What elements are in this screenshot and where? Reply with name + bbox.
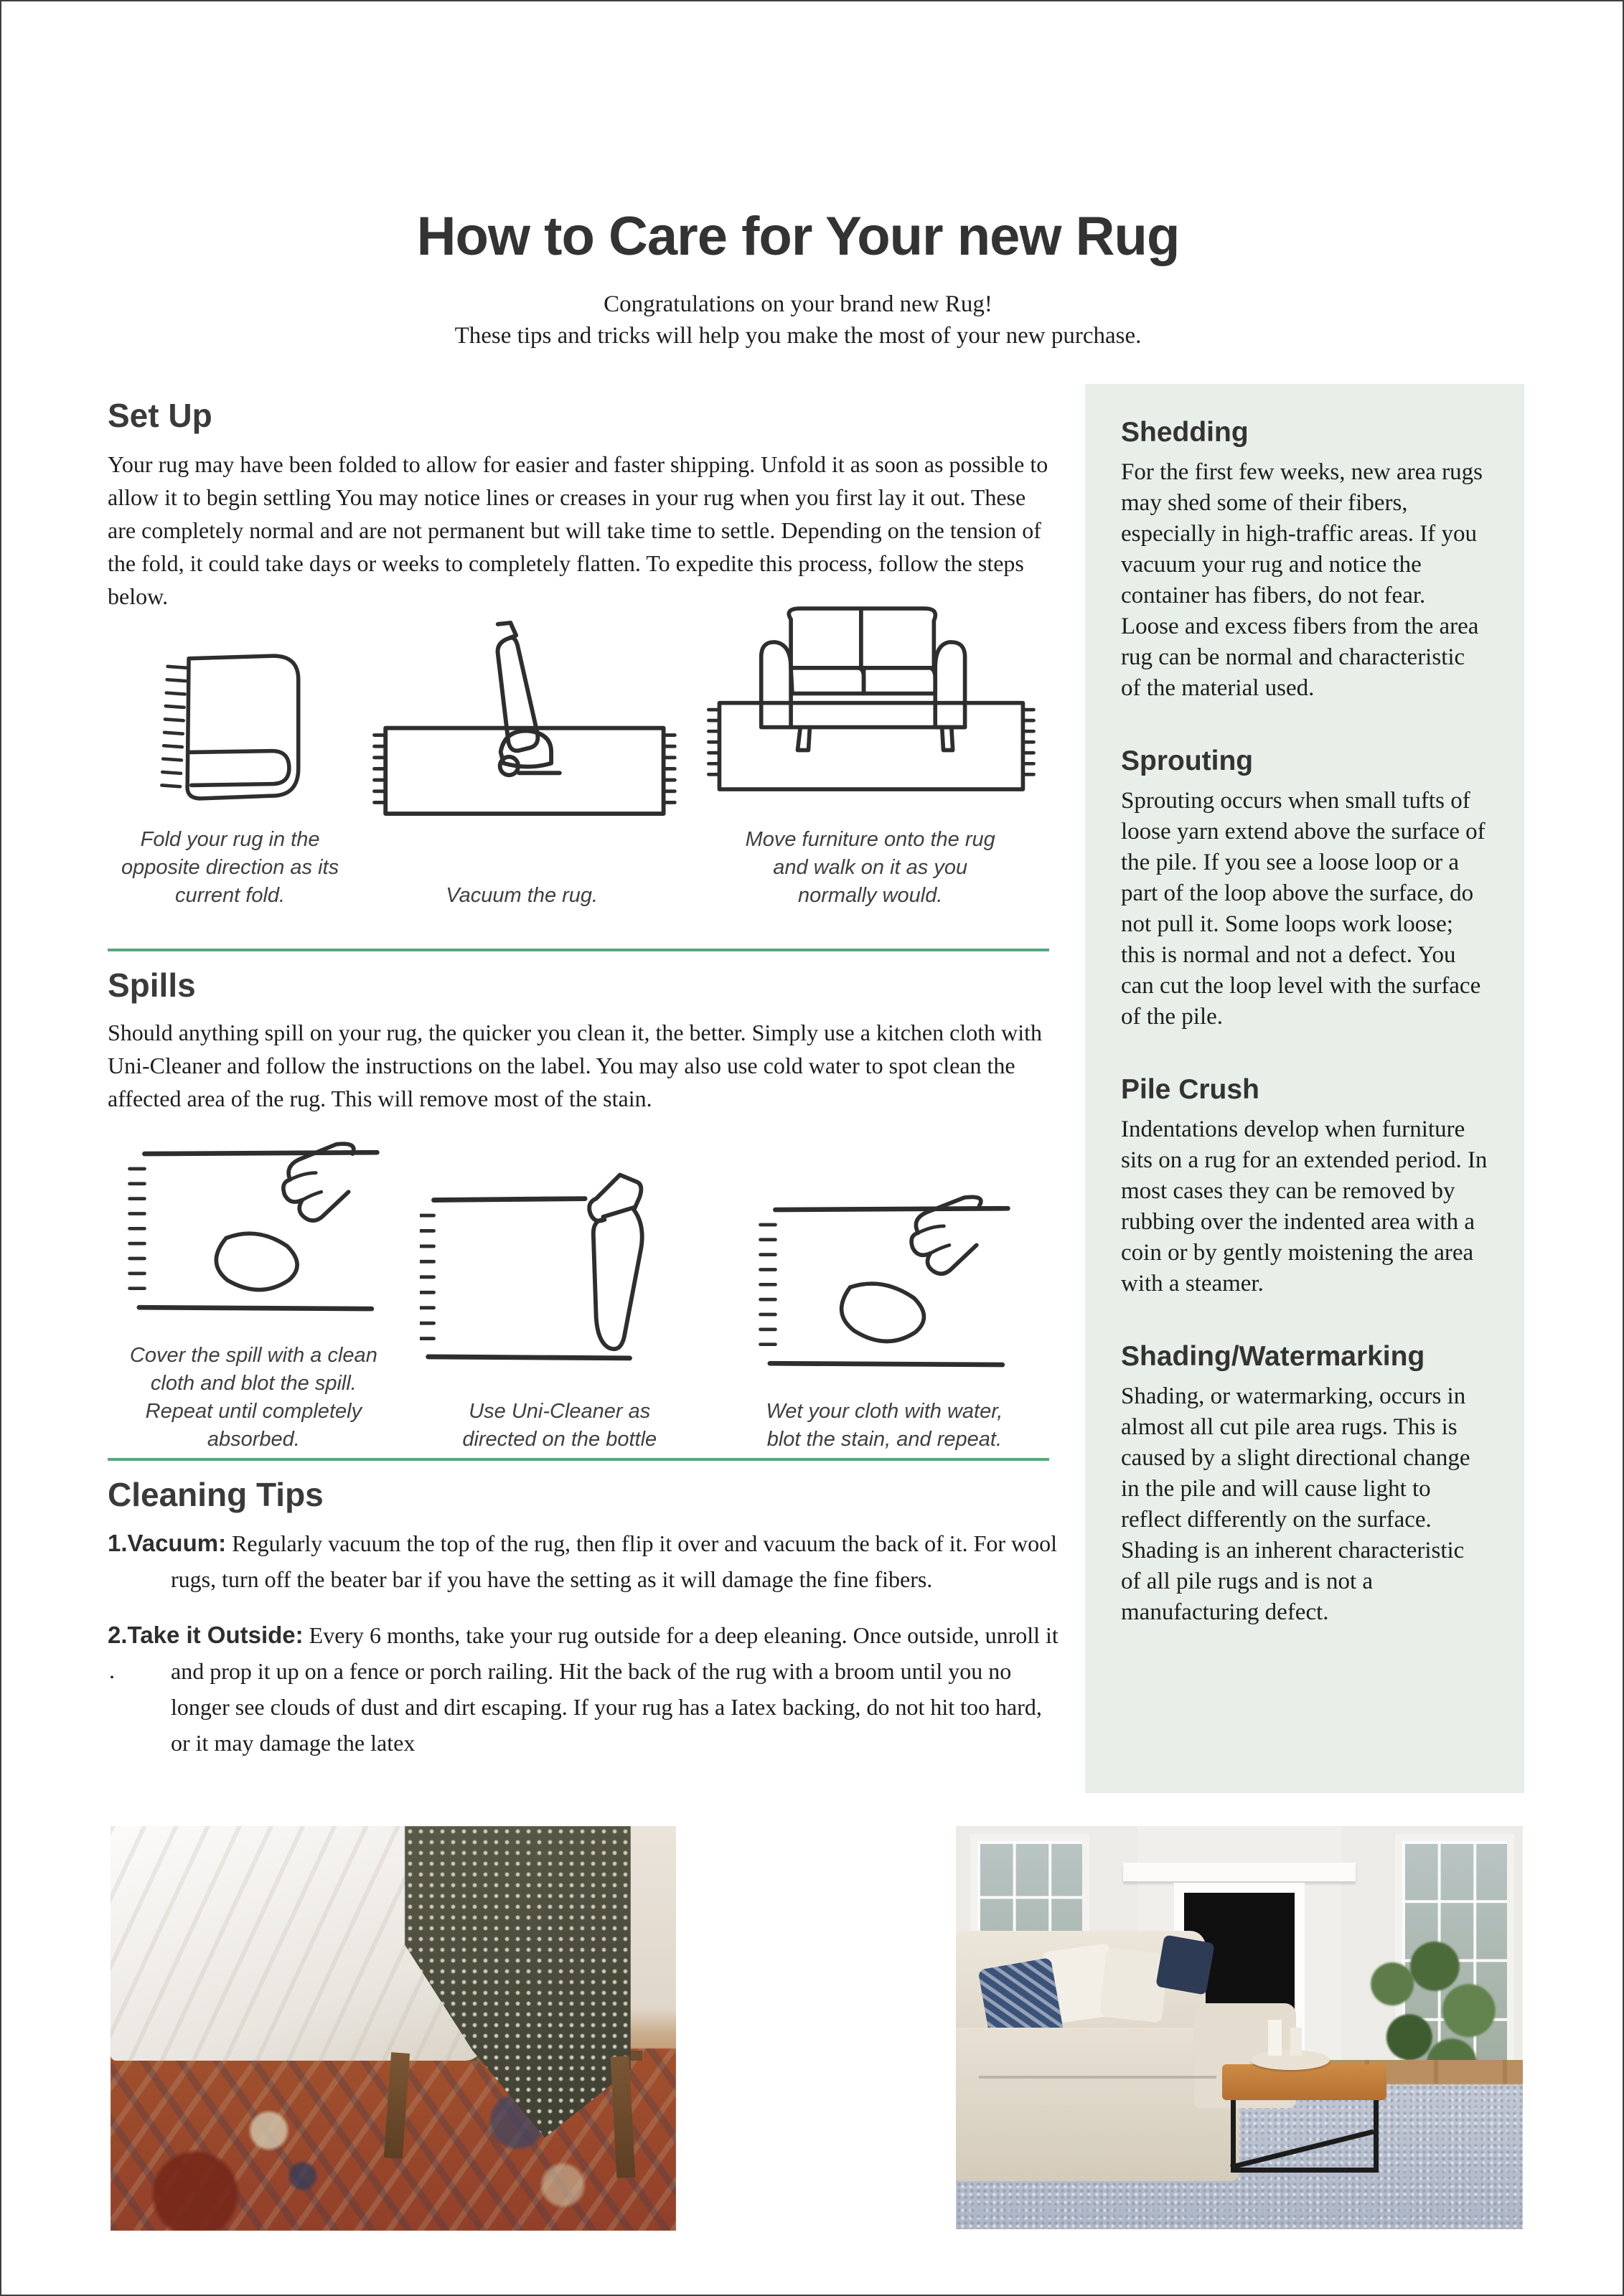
stray-mark: . bbox=[109, 1657, 115, 1683]
cleaning-tip-item bbox=[108, 1525, 1062, 1597]
candle-art bbox=[1268, 2020, 1282, 2056]
coffee-table-art bbox=[1222, 2064, 1386, 2101]
tip-number: 1. bbox=[108, 1530, 128, 1556]
section-divider bbox=[108, 949, 1049, 951]
spills-steps-row bbox=[108, 1172, 1049, 1454]
spills-step-caption: Wet your cloth with water, blot the stain, and repeat. bbox=[766, 1400, 1003, 1451]
setup-step-vacuum bbox=[352, 608, 691, 910]
setup-heading: Set Up bbox=[108, 397, 212, 434]
blot-cloth-icon bbox=[124, 1129, 382, 1323]
candle-art bbox=[1290, 2028, 1302, 2056]
setup-step-fold bbox=[108, 608, 352, 910]
sidebar-heading-shading: Shading/Watermarking bbox=[1121, 1341, 1425, 1372]
setup-step-caption: Fold your rug in the opposite direction as its current fold. bbox=[121, 828, 339, 907]
sidebar-panel bbox=[1085, 384, 1524, 1793]
pillow-art bbox=[1156, 1935, 1216, 1995]
setup-step-furniture bbox=[691, 608, 1049, 910]
mantel-art bbox=[1123, 1863, 1356, 1881]
cleaning-tip-item bbox=[108, 1617, 1062, 1761]
page-title: How to Care for Your new Rug bbox=[416, 206, 1180, 267]
spills-step-spray bbox=[400, 1172, 720, 1454]
setup-step-caption: Vacuum the rug. bbox=[446, 884, 599, 907]
setup-step-caption: Move furniture onto the rug and walk on it as you normally would. bbox=[745, 828, 995, 907]
folded-rug-icon bbox=[148, 639, 313, 807]
wet-cloth-icon bbox=[755, 1185, 1013, 1379]
setup-paragraph: Your rug may have been folded to allow for easier and faster shipping. Unfold it as soon as possible to allow it to begin settling You may notice lines or creases in your rug when you first lay it out. These are completely normal and are not permanent but will take time to settle. Depending on the tension of the fold, it could take days or weeks to completely flatten. To expedite this process, follow the steps below. bbox=[108, 451, 1048, 609]
sidebar-body-sprouting: Sprouting occurs when small tufts of loose yarn extend above the surface of the pile. If you see a loose loop or a part of the loop above the surface, do not pull it. Some loops work loose; this is normal and not a defect. You can cut the loop level with the surface of the pile. bbox=[1121, 788, 1485, 1030]
tip-label: Vacuum: bbox=[127, 1530, 227, 1556]
sidebar-body-shedding: For the first few weeks, new area rugs may shed some of their fibers, especially in high-traffic areas. If you vacuum your rug and notice the container has fibers, do not fear. Loose and excess fibers from the area rug can be normal and characteristic of the material used. bbox=[1121, 459, 1483, 701]
spills-heading: Spills bbox=[108, 966, 196, 1004]
subtitle-line-1: Congratulations on your brand new Rug! bbox=[604, 291, 992, 317]
tip-text: Every 6 months, take your rug outside for a deep eleaning. Once outside, unroll it and prop it up on a fence or porch railing. Hit the back of the rug with a broom until you no longer see clouds of dust and dirt escaping. If your rug has a Iatex backing, do not hit too hard, or it may damage the latex bbox=[171, 1622, 1059, 1756]
page-subtitle bbox=[1, 288, 1595, 352]
sidebar-body-pile-crush: Indentations develop when furniture sits on a rug for an extended period. In most cases they can be removed by rubbing over the indented area with a coin or by gently moistening the area with a steamer. bbox=[1121, 1116, 1488, 1297]
sidebar-heading-sprouting: Sprouting bbox=[1121, 745, 1254, 776]
bedroom-rug-photo bbox=[111, 1826, 676, 2231]
tip-text: Regularly vacuum the top of the rug, then flip it over and vacuum the back of it. For wool rugs, turn off the beater bar if you have the setting as it will damage the fine fibers. bbox=[171, 1530, 1058, 1592]
subtitle-line-2: These tips and tricks will help you make the most of your new purchase. bbox=[454, 323, 1142, 349]
section-divider bbox=[108, 1458, 1049, 1461]
cushion-seam-art bbox=[979, 2076, 1217, 2079]
spills-step-caption: Use Uni-Cleaner as directed on the bottle bbox=[462, 1400, 657, 1451]
spray-bottle-icon bbox=[420, 1164, 700, 1379]
tip-label: Take it Outside: bbox=[127, 1622, 304, 1648]
living-room-rug-photo bbox=[956, 1826, 1523, 2229]
sidebar-heading-pile-crush: Pile Crush bbox=[1121, 1074, 1259, 1105]
tip-number: 2. bbox=[108, 1622, 128, 1648]
sidebar-heading-shedding: Shedding bbox=[1121, 417, 1249, 448]
sidebar-body-shading: Shading, or watermarking, occurs in almost all cut pile area rugs. This is caused by a slight directional change in the pile and will cause light to reflect differently on the surface. Shading is an inherent characteristic of all pile rugs and is not a manufacturing defect. bbox=[1121, 1383, 1470, 1625]
cleaning-tips-heading: Cleaning Tips bbox=[108, 1476, 324, 1513]
sofa-on-rug-icon bbox=[702, 592, 1039, 807]
cleaning-tips-list bbox=[108, 1525, 1062, 1781]
vacuum-icon bbox=[360, 576, 683, 863]
spills-step-blot bbox=[108, 1172, 400, 1454]
setup-steps-row bbox=[108, 608, 1049, 910]
spills-step-wet bbox=[720, 1172, 1049, 1454]
spills-step-caption: Cover the spill with a clean cloth and blot the spill. Repeat until completely absorbed. bbox=[129, 1344, 377, 1451]
spills-paragraph: Should anything spill on your rug, the quicker you clean it, the better. Simply use a kitchen cloth with Uni-Cleaner and follow the instructions on the label. You may also use cold water to spot clean the affected area of the rug. This will remove most of the stain. bbox=[108, 1020, 1042, 1111]
